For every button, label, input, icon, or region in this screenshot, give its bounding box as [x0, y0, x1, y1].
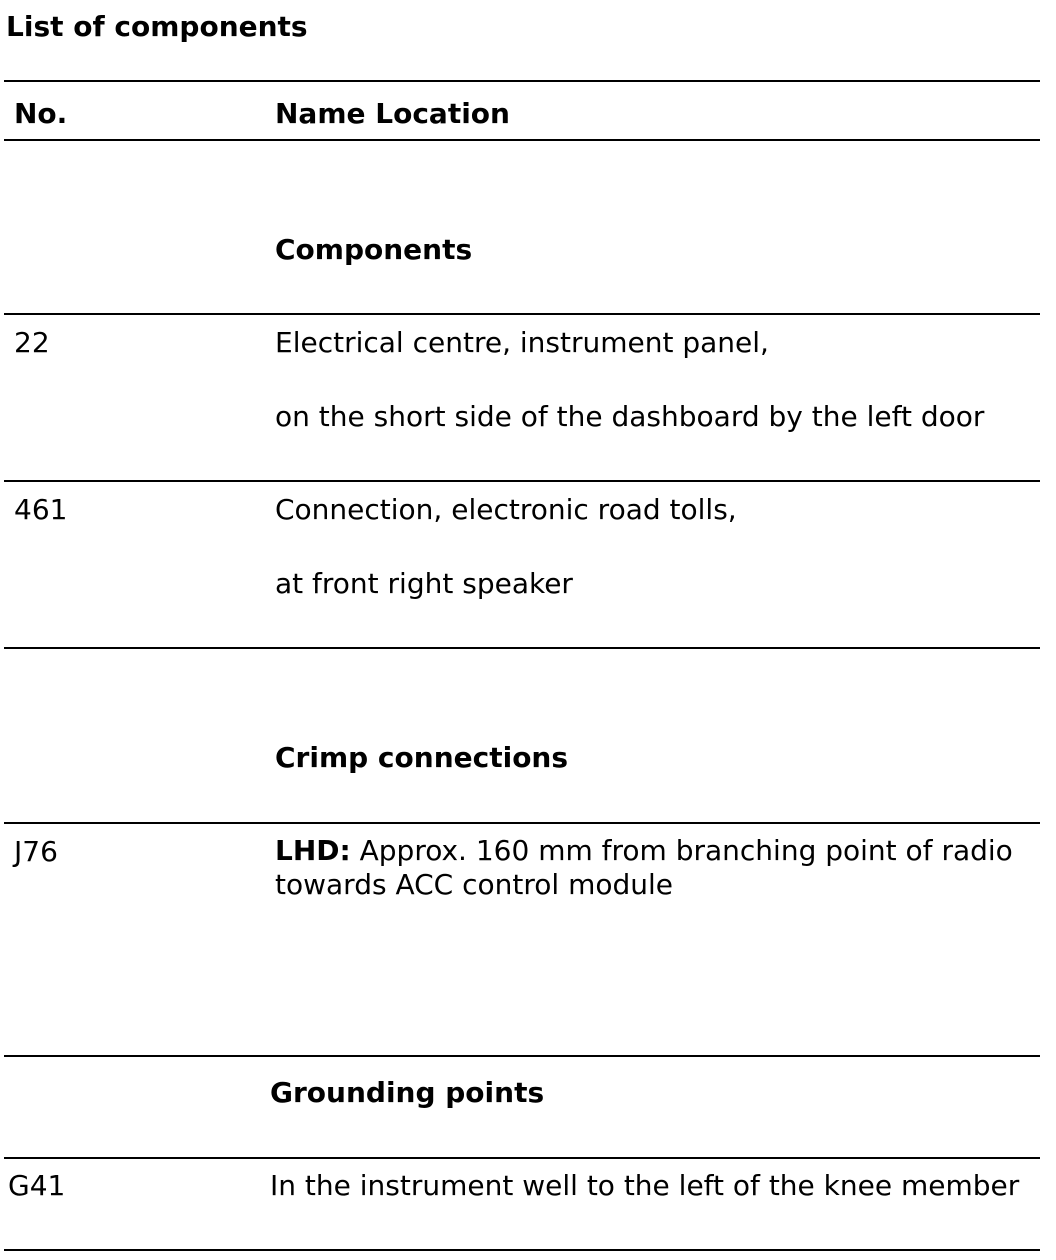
divider: [4, 822, 1040, 824]
component-location: at front right speaker: [275, 567, 573, 600]
page-title: List of components: [6, 10, 308, 43]
crimp-number: J76: [14, 835, 58, 868]
crimp-location-line2: towards ACC control module: [275, 868, 674, 901]
section-heading-grounding-points: Grounding points: [270, 1076, 545, 1109]
section-heading-components: Components: [275, 233, 473, 266]
divider: [4, 1249, 1040, 1251]
component-name: Connection, electronic road tolls,: [275, 493, 737, 526]
divider: [4, 313, 1040, 315]
ground-number: G41: [8, 1169, 66, 1202]
divider: [4, 1157, 1040, 1159]
divider: [4, 139, 1040, 141]
crimp-location-text: Approx. 160 mm from branching point of radio: [350, 834, 1013, 867]
component-number: 22: [14, 326, 50, 359]
divider: [4, 1055, 1040, 1057]
component-number: 461: [14, 493, 68, 526]
divider: [4, 647, 1040, 649]
component-location: on the short side of the dashboard by the left door: [275, 400, 985, 433]
crimp-location-line1: [275, 834, 1013, 868]
lhd-label: LHD:: [275, 834, 351, 867]
ground-location: In the instrument well to the left of the knee member: [270, 1169, 1020, 1202]
component-name: Electrical centre, instrument panel,: [275, 326, 769, 359]
column-header-name-location: Name Location: [275, 97, 510, 130]
column-header-no: No.: [14, 97, 68, 130]
section-heading-crimp-connections: Crimp connections: [275, 741, 569, 774]
divider: [4, 480, 1040, 482]
divider: [4, 80, 1040, 82]
